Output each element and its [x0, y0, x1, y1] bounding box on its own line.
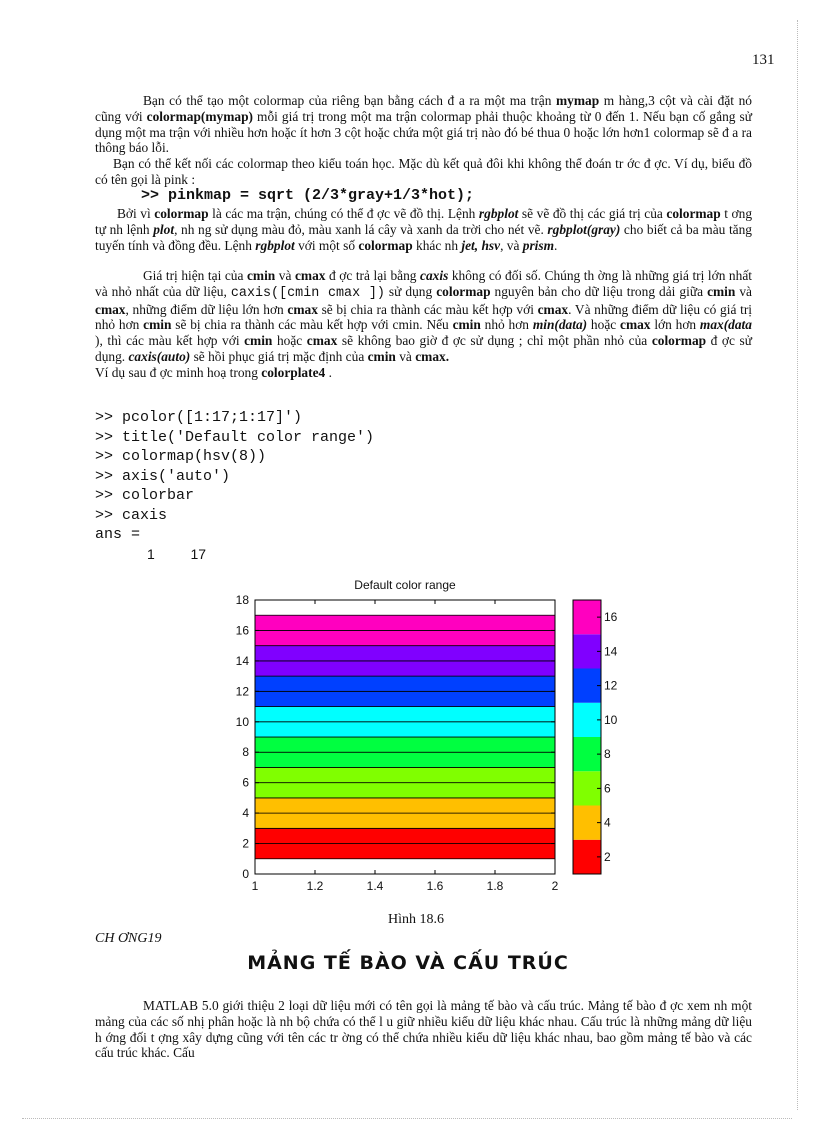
term-jet-hsv: jet, hsv	[461, 237, 501, 253]
text: sẽ bị chia ra thành các màu kết hợp với	[317, 301, 538, 317]
term-cmin: cmin	[452, 317, 481, 333]
term-cmax: cmax	[306, 333, 338, 349]
term-colormap: colormap	[651, 333, 707, 349]
plot-row-cell	[255, 646, 555, 661]
code-line: >> axis('auto')	[95, 467, 231, 485]
pinkmap-command: >> pinkmap = sqrt (2/3*gray+1/3*hot);	[141, 186, 475, 204]
term-caxis-command: caxis([cmin cmax ])	[230, 285, 385, 301]
code-line: >> colorbar	[95, 487, 195, 504]
term-cmin: cmin	[244, 333, 273, 349]
text: sử dụng	[384, 283, 437, 299]
code-line: ans =	[95, 526, 141, 543]
term-colorplate: colorplate4	[261, 364, 326, 380]
text: ), thì các màu kết hợp với	[95, 333, 245, 349]
paragraph-cell-arrays	[95, 998, 752, 1061]
figure-caption: Hình 18.6	[388, 912, 444, 927]
plot-row-cell	[255, 707, 555, 722]
term-colormap: colormap	[358, 237, 413, 253]
text: sẽ không bao giờ đ ợc sử dụng ; chỉ một phần nhỏ của	[337, 333, 652, 349]
pcolor-chart	[225, 574, 635, 896]
term-rgbplot: rgbplot	[478, 206, 519, 221]
code-line: >> pcolor([1:17;1:17]')	[95, 409, 303, 426]
colorbar-segment	[573, 737, 601, 771]
colorbar-tick-label: 2	[604, 849, 611, 864]
term-cmin: cmin	[707, 283, 736, 299]
text: mỗi giá trị trong một ma trận colormap phải thuộc khoảng từ 0 đến 1. Nếu bạn cố gắng sử dụng một ma trận với nhiều hơn hoặc ít hơn 3 cột hoặc chứa một giá trị nào đó bé thua 0 hoặc lớn hơn1 colormap sẽ đ a ra thông báo lỗi.	[95, 108, 752, 156]
text: sẽ hồi phục giá trị mặc định của	[190, 348, 368, 364]
page-border-bottom	[22, 1118, 792, 1119]
text: .	[554, 237, 558, 253]
paragraph-colormap-intro	[95, 93, 752, 156]
plot-row-cell	[255, 767, 555, 782]
y-tick-label: 18	[235, 593, 249, 607]
x-tick-label: 1.6	[426, 879, 444, 893]
text: nguyên bản cho dữ liệu trong dải giữa	[490, 283, 708, 299]
y-tick-label: 8	[242, 745, 249, 760]
plot-row-cell	[255, 737, 555, 752]
text: cho biết cả ba màu tăng tuyến tính và đồng đều. Lệnh	[95, 221, 752, 253]
y-tick-label: 12	[235, 684, 249, 699]
term-colormap: colormap	[436, 283, 491, 299]
code-listing	[95, 408, 374, 564]
text: sẽ bị chia ra thành các màu kết hợp với cmin. Nếu	[171, 317, 453, 333]
plot-row-cell	[255, 722, 555, 737]
text: đ ợc trả lại bằng	[325, 268, 421, 283]
text: , nh ng sử dụng màu đỏ, màu xanh lá cây và xanh da trời cho nét vẽ.	[174, 221, 548, 237]
text: sẽ vẽ đồ thị các giá trị của	[518, 206, 667, 221]
colorbar-segment	[573, 771, 601, 805]
colorbar-segment	[573, 840, 601, 874]
text: nhỏ hơn	[480, 317, 533, 333]
text: và	[735, 283, 752, 299]
text: Bởi vì	[117, 206, 155, 221]
plot-row-cell	[255, 661, 555, 676]
text: Ví dụ sau đ ợc minh hoạ trong	[95, 364, 262, 380]
colorbar-segment	[573, 600, 601, 634]
term-colormap: colormap	[666, 206, 721, 221]
colorbar-tick-label: 14	[604, 644, 618, 659]
term-rgbplot: rgbplot	[255, 237, 295, 253]
ans-value: 1 17	[147, 545, 207, 562]
paragraph-caxis	[95, 268, 752, 381]
term-min-data: min(data)	[532, 317, 588, 333]
term-prism: prism	[522, 237, 555, 253]
code-line: >> title('Default color range')	[95, 428, 375, 446]
code-line: >> caxis	[95, 506, 168, 524]
y-tick-label: 14	[235, 653, 249, 668]
term-cmax: cmax	[294, 268, 326, 283]
colorbar-tick-label: 16	[604, 610, 618, 625]
code-line: >> colormap(hsv(8))	[95, 448, 267, 465]
text: khác nh	[412, 237, 462, 253]
plot-row-cell	[255, 783, 555, 798]
text: với một số	[294, 237, 359, 253]
x-tick-label: 1.8	[486, 879, 504, 893]
term-cmin: cmin	[367, 348, 396, 364]
colorbar-tick-label: 8	[604, 747, 611, 762]
term-cmax: cmax	[620, 317, 651, 333]
term-colormap: colormap	[154, 206, 209, 221]
plot-row-cell	[255, 828, 555, 843]
text: , và	[500, 237, 523, 253]
colorbar-tick-label: 12	[604, 678, 618, 693]
text: t ơng tự nh lệnh	[95, 206, 753, 237]
text: không có đối số. Chúng th ờng là những giá trị lớn nhất và nhỏ nhất của dữ liệu,	[95, 268, 752, 299]
y-tick-label: 4	[242, 806, 249, 821]
chapter-label: CH ƠNG19	[95, 931, 162, 946]
text: Bạn có thể kết nối các colormap theo kiểu toán học. Mặc dù kết quả đôi khi không thể đoán tr ớc đ ợc. Ví dụ, biểu đồ có tên gọi là pink :	[95, 156, 752, 187]
plot-row-cell	[255, 691, 555, 706]
colorbar-tick-label: 4	[604, 815, 611, 830]
text: MATLAB 5.0 giới thiệu 2 loại dữ liệu mới có tên gọi là mảng tế bào và cấu trúc. Mảng tế bào đ ợc xem nh một mảng của các số nhị phân hoặc là nh bộ chứa có thể l u giữ nhiều kiểu dữ liệu khác nhau. Cấu trúc là những mảng dữ liệu h ớng đối t ợng xây dựng cũng với tên các tr ờng có thể chứa nhiều kiểu dữ liệu khác nhau, bao gồm mảng tế bào và các cấu trúc khác. Cấu	[95, 998, 752, 1061]
colorbar-tick-label: 10	[604, 712, 618, 727]
y-tick-label: 2	[242, 836, 249, 851]
y-tick-label: 0	[242, 867, 249, 881]
text: . Và những điểm dữ liệu có giá trị nhỏ hơn	[95, 301, 752, 333]
term-caxis-auto: caxis(auto)	[128, 348, 191, 364]
plot-row-cell	[255, 615, 555, 630]
term-cmin: cmin	[143, 317, 172, 333]
plot-row-cell	[255, 676, 555, 691]
text: đ ợc sử dụng.	[95, 333, 752, 364]
text: lớn hơn	[650, 317, 700, 333]
y-tick-label: 10	[235, 714, 249, 729]
term-colormap-mymap: colormap(mymap)	[146, 108, 253, 124]
term-rgbplot-gray: rgbplot(gray)	[547, 221, 621, 237]
term-mymap: mymap	[556, 93, 600, 108]
term-cmax: cmax	[95, 301, 126, 317]
colorbar-segment	[573, 806, 601, 840]
colorbar-segment	[573, 669, 601, 703]
text: và	[275, 268, 295, 283]
chapter-heading: MẢNG TẾ BÀO VÀ CẤU TRÚC	[247, 952, 569, 974]
text: .	[325, 364, 332, 380]
text: Bạn có thể tạo một colormap của riêng bạn bằng cách đ a ra một ma trận	[143, 93, 557, 108]
y-tick-label: 6	[242, 775, 249, 790]
x-tick-label: 2	[551, 879, 559, 893]
paragraph-combine-colormaps	[95, 156, 752, 203]
x-tick-label: 1.2	[306, 879, 324, 893]
plot-row-cell	[255, 844, 555, 859]
colorbar-tick-label: 6	[604, 781, 611, 796]
page-border-right	[797, 20, 798, 1110]
paragraph-rgbplot	[95, 206, 752, 253]
text: Giá trị hiện tại của	[143, 268, 247, 283]
term-cmax: cmax	[537, 301, 569, 317]
plot-row-cell	[255, 752, 555, 767]
term-caxis: caxis	[420, 268, 449, 283]
text: hoặc	[587, 317, 621, 333]
page-number: 131	[752, 52, 775, 68]
text: m hàng,3 cột và cài đặt nó cũng với	[95, 93, 752, 124]
plot-row-cell	[255, 630, 555, 645]
term-cmax: cmax.	[415, 348, 450, 364]
term-plot: plot	[153, 221, 175, 237]
term-max-data: max(data	[699, 317, 752, 333]
x-tick-label: 1.4	[366, 879, 384, 893]
text: hoặc	[272, 333, 307, 349]
colorbar-segment	[573, 703, 601, 737]
plot-row-cell	[255, 813, 555, 828]
x-tick-label: 1	[251, 879, 259, 893]
text: là các ma trận, chúng có thể đ ợc vẽ đồ thị. Lệnh	[208, 206, 479, 221]
text: và	[395, 348, 416, 364]
term-cmin: cmin	[246, 268, 276, 283]
plot-row-cell	[255, 798, 555, 813]
colorbar-segment	[573, 634, 601, 668]
y-tick-label: 16	[235, 623, 249, 638]
term-cmax: cmax	[287, 301, 318, 317]
text: , những điểm dữ liệu lớn hơn	[125, 301, 288, 317]
chart-title: Default color range	[354, 578, 456, 592]
